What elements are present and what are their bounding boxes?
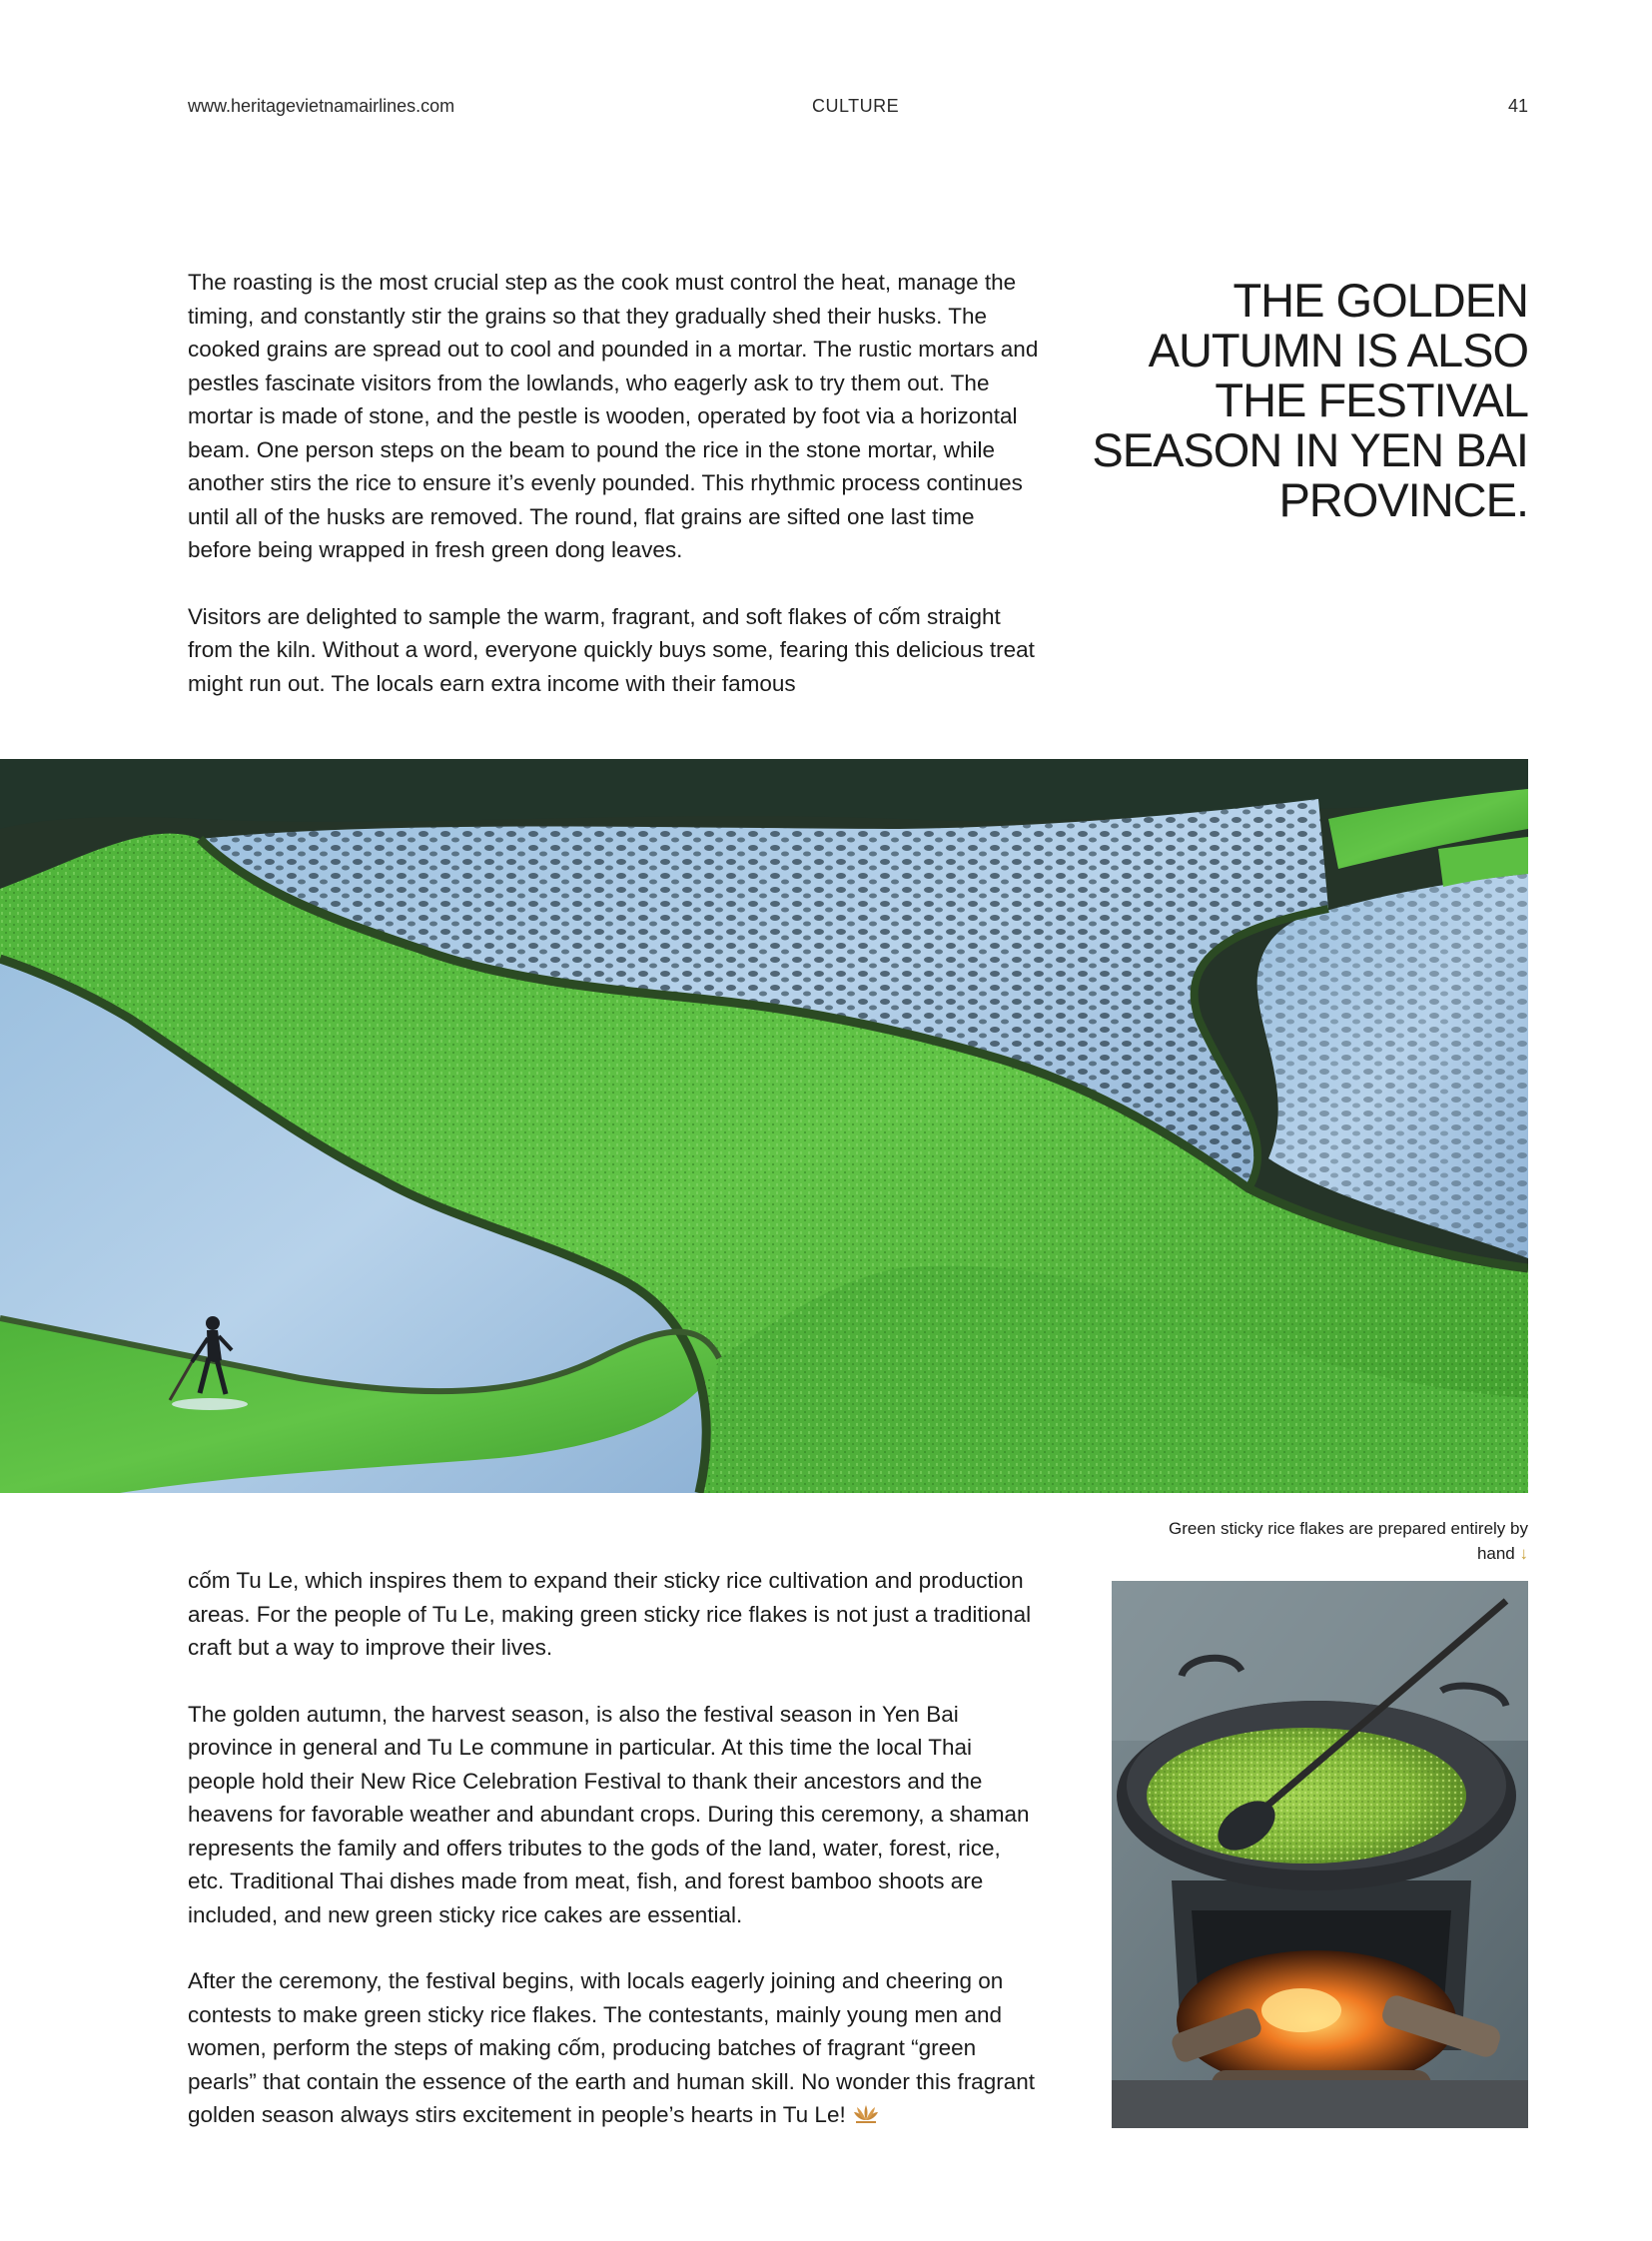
paragraph-final-text: After the ceremony, the festival begins, with locals eagerly joining and cheering on contests to make green sticky rice flakes. The contestants, mainly young men and women, perform the steps of making cốm, producing batches of fragrant “green pearls” that contain the essence of the earth and human skill. No wonder this fragrant golden season always stirs excitement in people’s hearts in Tu Le! bbox=[188, 1968, 1035, 2127]
caption-text: Green sticky rice flakes are prepared entirely by hand bbox=[1169, 1519, 1528, 1563]
paragraph-final bbox=[188, 1964, 1039, 2132]
rice-terrace-photo bbox=[0, 759, 1528, 1493]
site-url[interactable]: www.heritagevietnamairlines.com bbox=[188, 96, 455, 116]
paragraph: cốm Tu Le, which inspires them to expand their sticky rice cultivation and production areas. For the people of Tu Le, making green sticky rice flakes is not just a traditional craft but a way to improve their lives. bbox=[188, 1568, 1032, 1660]
lotus-icon bbox=[852, 2102, 880, 2127]
wok-roasting-photo bbox=[1112, 1581, 1528, 2128]
paragraph: The golden autumn, the harvest season, is also the festival season in Yen Bai province in general and Tu Le commune in particular. At this time the local Thai people hold their New Rice Celebration Festival to thank their ancestors and the heavens for favorable weather and abundant crops. During this ceremony, a shaman represents the family and offers tributes to the gods of the land, water, forest, rice, etc. Traditional Thai dishes made from meat, fish, and forest bamboo shoots are included, and new green sticky rice cakes are essential. bbox=[188, 1701, 1030, 1927]
article-column-bottom bbox=[188, 1564, 1039, 2132]
article-column-top bbox=[188, 266, 1039, 700]
pull-quote: THE GOLDEN AUTUMN IS ALSO THE FESTIVAL SEASON IN YEN BAI PROVINCE. bbox=[1092, 274, 1528, 526]
paragraph: Visitors are delighted to sample the warm, fragrant, and soft flakes of cốm straight from the kiln. Without a word, everyone quickly buys some, fearing this delicious treat might run out. The locals earn extra income with their famous bbox=[188, 603, 1035, 696]
section-label: CULTURE bbox=[812, 96, 900, 116]
arrow-down-icon: ↓ bbox=[1519, 1544, 1528, 1563]
paragraph: The roasting is the most crucial step as the cook must control the heat, manage the timing, and constantly stir the grains so that they gradually shed their husks. The cooked grains are spread out to cool and pounded in a mortar. The rustic mortars and pestles fascinate visitors from the lowlands, who eagerly ask to try them out. The mortar is made of stone, and the pestle is wooden, operated by foot via a horizontal beam. One person steps on the beam to pound the rice in the stone mortar, while another stirs the rice to ensure it’s evenly pounded. This rhythmic process continues until all of the husks are removed. The round, flat grains are sifted one last time before being wrapped in fresh green dong leaves. bbox=[188, 270, 1039, 562]
photo-caption bbox=[1169, 1516, 1528, 1566]
page-number: 41 bbox=[1507, 96, 1528, 116]
